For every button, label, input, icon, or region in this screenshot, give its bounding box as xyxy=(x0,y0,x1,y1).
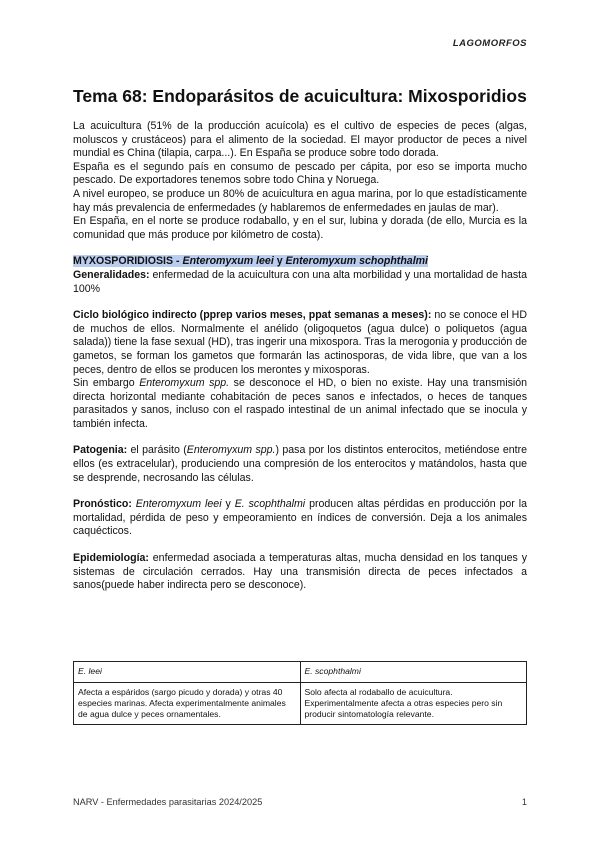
section-heading-and: y xyxy=(273,255,286,268)
table-cell-col2: Solo afecta al rodaballo de acuicultura. Experimentalmente afecta a otras especies pero sin producir sintomatología relevante. xyxy=(300,683,527,725)
intro-paragraph-1: La acuicultura (51% de la producción acuícola) es el cultivo de especies de peces (algas, moluscos y crustáceos) para el alimento de la sociedad. El mayor productor de peces a nivel mundial es China (tilapia, carpa...). En España se produce sobre todo dorada. xyxy=(73,120,527,160)
epidemiologia-text: enfermedad asociada a temperaturas altas, mucha densidad en los tanques y sistemas de circulación cerrados. Hay una transmisión directa de peces infectados a sanos(puede haber indirecta pero se desconoce). xyxy=(73,552,527,592)
section-heading-main: MYXOSPORIDIOSIS - xyxy=(73,255,183,268)
section-heading xyxy=(73,255,527,269)
patogenia-a: el parásito ( xyxy=(127,444,187,457)
table-header-row xyxy=(74,662,527,683)
page-number: 1 xyxy=(521,797,527,807)
ciclo-p2-b: se desconoce el HD, o bien no existe. Hay una transmisión directa horizontal mediante cohabitación de peces sanos e infectados, o heces de tanques parasitados y sanos, incluso con el raspado intestinal de un animal infectado que se inocula y también infecta. xyxy=(73,377,528,430)
species-table xyxy=(73,661,527,725)
pronostico-paragraph xyxy=(73,498,527,539)
pronostico-label: Pronóstico: xyxy=(73,498,132,511)
header-tag: LAGOMORFOS xyxy=(452,38,527,49)
table-row xyxy=(74,683,527,725)
pronostico-and: y xyxy=(221,498,235,511)
table-cell-col1: Afecta a espáridos (sargo picudo y dorada) y otras 40 especies marinas. Afecta experimentalmente animales de agua dulce y peces ornamentales. xyxy=(74,683,301,725)
ciclo-paragraph-2 xyxy=(73,377,527,431)
patogenia-paragraph xyxy=(73,444,527,485)
footer-text: NARV - Enfermedades parasitarias 2024/2025 xyxy=(73,797,263,807)
ciclo-label: Ciclo biológico indirecto (pprep varios meses, ppat semanas a meses): xyxy=(73,309,432,322)
intro-paragraph-2: España es el segundo país en consumo de pescado per cápita, por eso se importa mucho pescado. De exportadores tenemos sobre todo China y Noruega. xyxy=(73,160,527,187)
intro-paragraph-4: En España, en el norte se produce rodaballo, y en el sur, lubina y dorada (de ello, Murcia es la comunidad que más produce por kilómetro de costa). xyxy=(73,215,527,241)
patogenia-b: ) pasa por los distintos enterocitos, metiéndose entre ellos (es extracelular), produciendo una compresión de los enterocitos y matándolos, hasta que se desprende, necrosando las células. xyxy=(73,444,528,484)
table-header-col1: E. leei xyxy=(74,662,301,683)
patogenia-species: Enteromyxum spp. xyxy=(186,444,276,457)
ciclo-text: no se conoce el HD de muchos de ellos. Normalmente el anélido (oligoquetos (agua dulce) o poliquetos (agua salada)) tiene la fase sexual (HD), tras ingerir una mixospora. Tras la merogonia y producción de gametos, se forman los gametos que formarán las actinosporas, de vida libre, que van a los peces, dentro de ellos se producen los merontes y mixosporas. xyxy=(73,309,527,376)
generalidades-text: enfermedad de la acuicultura con una alta morbilidad y una mortalidad de hasta 100% xyxy=(73,268,527,295)
table-header-col2: E. scophthalmi xyxy=(300,662,527,683)
generalidades-label: Generalidades: xyxy=(73,268,150,281)
epidemiologia-paragraph xyxy=(73,552,527,593)
ciclo-paragraph xyxy=(73,309,527,377)
patogenia-label: Patogenia: xyxy=(73,444,128,457)
ciclo-p2-a: Sin embargo xyxy=(73,377,140,390)
epidemiologia-label: Epidemiología: xyxy=(73,552,149,565)
intro-paragraph-3: A nivel europeo, se produce un 80% de acuicultura en agua marina, por lo que estadísticamente hay más prevalencia de enfermedades (y hablaremos de enfermedades en jaulas de mar). xyxy=(73,187,527,214)
generalidades-paragraph xyxy=(73,269,527,296)
page-footer xyxy=(73,797,527,807)
section-heading-species2: Enteromyxum schophthalmi xyxy=(285,255,428,268)
ciclo-p2-species: Enteromyxum spp. xyxy=(139,377,230,390)
page-title: Tema 68: Endoparásitos de acuicultura: Mixosporidios xyxy=(73,86,527,106)
section-heading-species1: Enteromyxum leei xyxy=(182,255,274,268)
pronostico-text: producen altas pérdidas en producción por la mortalidad, pérdida de peso y empeoramiento en índices de conversión. Deja a los animales caquécticos. xyxy=(73,498,527,538)
pronostico-species2: E. scophthalmi xyxy=(234,498,306,511)
document-body xyxy=(73,120,527,593)
pronostico-species1: Enteromyxum leei xyxy=(131,498,222,511)
